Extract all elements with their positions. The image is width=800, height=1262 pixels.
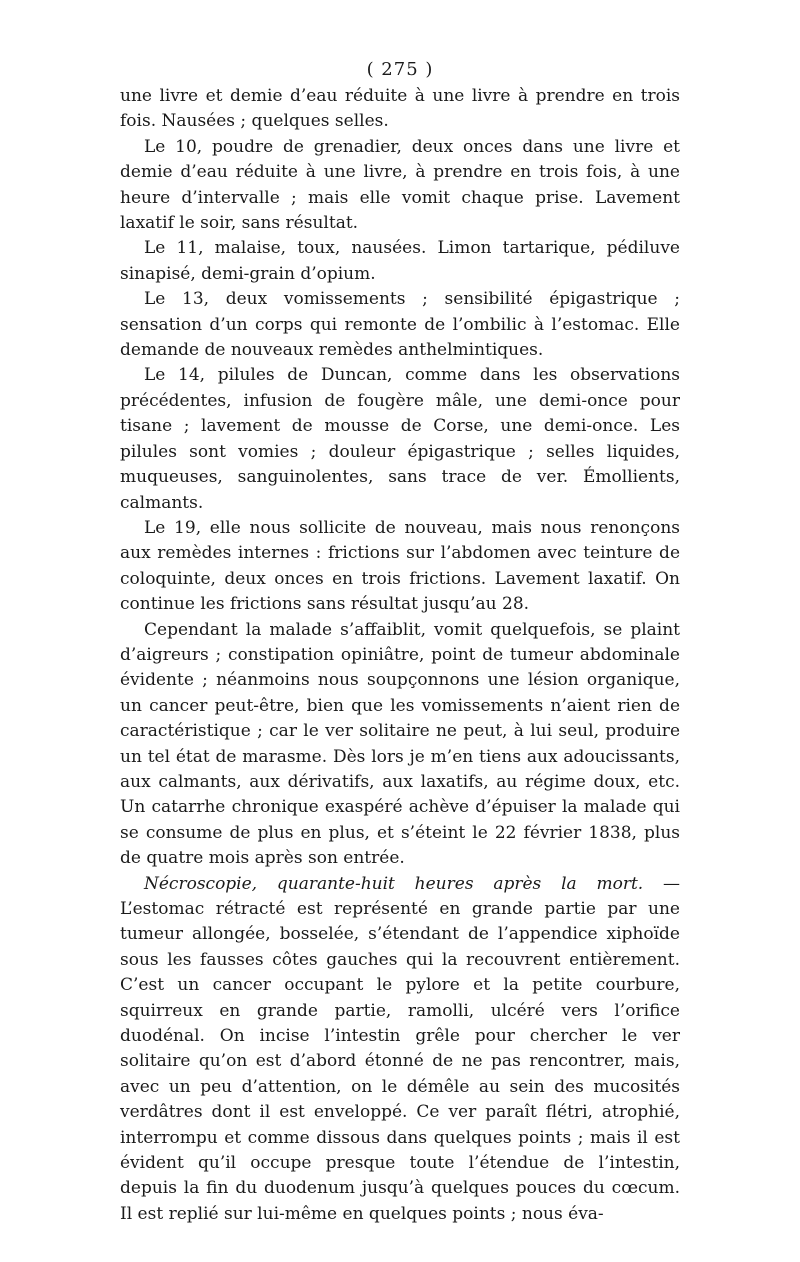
necroscopy-heading: Nécroscopie, quarante-huit heures après la mort. (144, 873, 644, 894)
paragraph-4: Le 13, deux vomissements ; sensibilité épigastrique ; sensation d’un corps qui remonte de l’ombilic à l’estomac. Elle demande de nouveaux remèdes anthelmintiques. (120, 289, 680, 361)
paragraph-1: une livre et demie d’eau réduite à une livre à prendre en trois fois. Nausées ; quelques selles. (120, 86, 680, 132)
paragraph-2: Le 10, poudre de grenadier, deux onces dans une livre et demie d’eau réduite à une livre, à prendre en trois fois, à une heure d’intervalle ; mais elle vomit chaque prise. Lavement laxatif le soir, sans résultat. (120, 136, 680, 234)
paragraph-6: Le 19, elle nous sollicite de nouveau, mais nous renonçons aux remèdes internes : frictions sur l’abdomen avec teinture de coloquinte, deux onces en trois frictions. Lavement laxatif. On continue les frictions sans résultat jusqu’au 28. (120, 517, 680, 615)
paragraph-7: Cependant la malade s’affaiblit, vomit quelquefois, se plaint d’aigreurs ; constipation opiniâtre, point de tumeur abdominale évidente ; néanmoins nous soupçonnons une lésion organique, un cancer peut-être, bien que les vomissements n’aient rien de caractéristique ; car le ver solitaire ne peut, à lui seul, produire un tel état de marasme. Dès lors je m’en tiens aux adoucissants, aux calmants, aux dérivatifs, aux laxatifs, au régime doux, etc. Un catarrhe chronique exaspéré achève d’épuiser la malade qui se consume de plus en plus, et s’éteint le 22 février 1838, plus de quatre mois après son entrée. (120, 619, 680, 869)
body-text (120, 84, 680, 1227)
paragraph-3: Le 11, malaise, toux, nausées. Limon tartarique, pédiluve sinapisé, demi-grain d’opium. (120, 238, 680, 284)
page-number: ( 275 ) (366, 59, 434, 80)
paragraph-8 (120, 872, 680, 1228)
necroscopy-text: — L’estomac rétracté est représenté en grande partie par une tumeur allongée, bosselée, s’étendant de l’appendice xiphoïde sous les fausses côtes gauches qui la recouvrent entièrement. C’est un cancer occupant le pylore et la petite courbure, squirreux en grande partie, ramolli, ulcéré vers l’orifice duodénal. On incise l’intestin grêle pour chercher le ver solitaire qu’on est d’abord étonné de ne pas rencontrer, mais, avec un peu d’attention, on le démêle au sein des mucosités verdâtres dont il est enveloppé. Ce ver paraît flétri, atrophié, interrompu et comme dissous dans quelques points ; mais il est évident qu’il occupe presque toute l’étendue de l’intestin, depuis la fin du duodenum jusqu’à quelques pouces du cœcum. Il est replié sur lui-même en quelques points ; nous éva- (120, 873, 680, 1224)
paragraph-5: Le 14, pilules de Duncan, comme dans les observations précédentes, infusion de fougère mâle, une demi-once pour tisane ; lavement de mousse de Corse, une demi-once. Les pilules sont vomies ; douleur épigastrique ; selles liquides, muqueuses, sanguinolentes, sans trace de ver. Émollients, calmants. (120, 365, 680, 513)
